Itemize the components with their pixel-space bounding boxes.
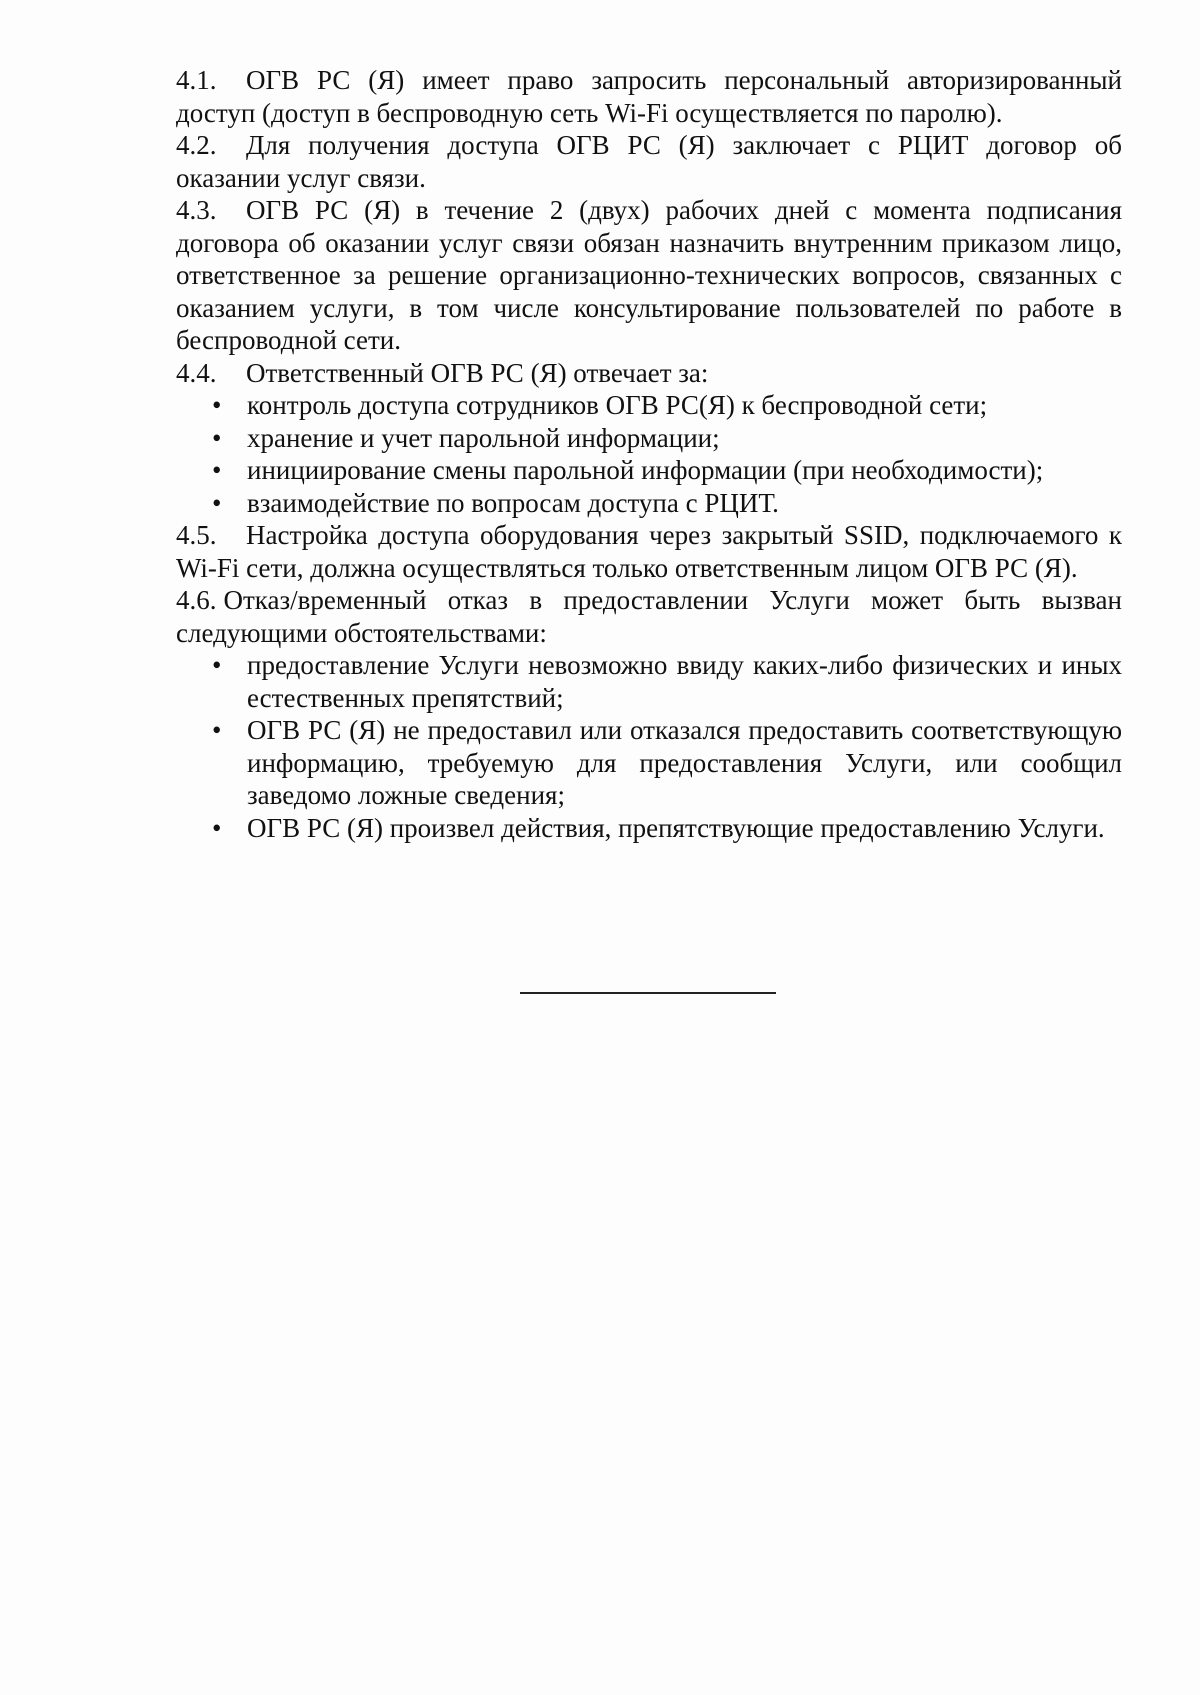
bullet-icon: • [212, 487, 222, 518]
document-body [176, 64, 1122, 844]
list-item [176, 812, 1122, 845]
clause-text: Отказ/временный отказ в предоставлении Услуги может быть вызван следующими обстоятельствами: [176, 585, 1122, 648]
bullet-icon: • [212, 390, 222, 420]
clause-number: 4.4. [176, 357, 217, 388]
clause-4-3 [176, 194, 1122, 357]
clause-number: 4.6. [176, 585, 217, 615]
list-item-text: ОГВ РС (Я) произвел действия, препятствующие предоставлению Услуги. [247, 812, 1105, 843]
list-item [176, 649, 1122, 714]
clause-4-4 [176, 357, 1122, 390]
list-item-text: ОГВ РС (Я) не предоставил или отказался предоставить соответствующую информацию, требуемую для предоставления Услуги, или сообщил заведомо ложные сведения; [247, 715, 1122, 810]
bullet-icon: • [212, 455, 222, 485]
list-item [176, 422, 1122, 455]
clause-text: ОГВ РС (Я) в течение 2 (двух) рабочих дней с момента подписания договора об оказании услуг связи обязан назначить внутренним приказом лицо, ответственное за решение организационно-технических вопросов, связанных с оказанием услуги, в том числе консультирование пользователей по работе в беспроводной сети. [176, 195, 1122, 355]
clause-text: ОГВ РС (Я) имеет право запросить персональный авторизированный доступ (доступ в беспроводную сеть Wi-Fi осуществляется по паролю). [176, 65, 1122, 128]
clause-text: Настройка доступа оборудования через закрытый SSID, подключаемого к Wi-Fi сети, должна осуществляться только ответственным лицом ОГВ РС (Я). [176, 520, 1122, 583]
bullet-icon: • [212, 812, 222, 843]
clause-text: Для получения доступа ОГВ РС (Я) заключает с РЦИТ договор об оказании услуг связи. [176, 130, 1122, 193]
list-item-text: взаимодействие по вопросам доступа с РЦИТ. [247, 487, 779, 518]
list-item-text: хранение и учет парольной информации; [247, 422, 720, 453]
list-item-text: предоставление Услуги невозможно ввиду каких-либо физических и иных естественных препятствий; [247, 650, 1122, 713]
end-separator-line [520, 992, 776, 994]
bullet-list-4-6 [176, 649, 1122, 844]
list-item [176, 487, 1122, 520]
list-item [176, 389, 1122, 422]
clause-4-1 [176, 64, 1122, 129]
list-item [176, 454, 1122, 487]
clause-4-6 [176, 584, 1122, 649]
list-item-text: инициирование смены парольной информации (при необходимости); [247, 455, 1044, 485]
clause-4-2 [176, 129, 1122, 194]
clause-number: 4.1. [176, 65, 217, 95]
list-item [176, 714, 1122, 812]
clause-number: 4.2. [176, 130, 217, 160]
clause-number: 4.5. [176, 520, 217, 550]
bullet-icon: • [212, 422, 222, 453]
bullet-icon: • [212, 650, 222, 680]
bullet-icon: • [212, 715, 222, 745]
clause-4-5 [176, 519, 1122, 584]
list-item-text: контроль доступа сотрудников ОГВ РС(Я) к беспроводной сети; [247, 390, 988, 420]
clause-number: 4.3. [176, 195, 217, 225]
clause-text: Ответственный ОГВ РС (Я) отвечает за: [246, 357, 709, 388]
bullet-list-4-4 [176, 389, 1122, 519]
